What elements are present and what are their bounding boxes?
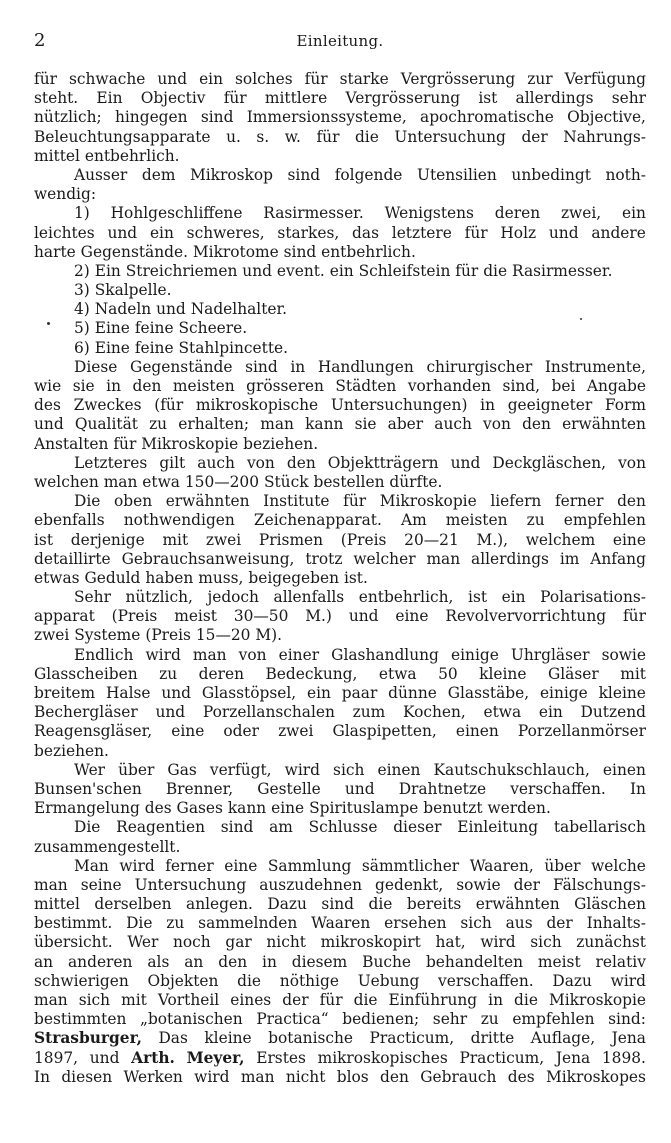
text-line: etwas Geduld haben muss, beigegeben ist. bbox=[34, 568, 368, 587]
text-line: In diesen Werken wird man nicht blos den Gebrauch des Mikroskopes bbox=[34, 1067, 646, 1086]
text-line: des Zweckes (für mikroskopische Untersuchungen) in geeigneter Form bbox=[34, 396, 646, 415]
text-line: 1) Hohlgeschliffene Rasirmesser. Wenigstens deren zwei, ein bbox=[74, 204, 646, 223]
print-speck bbox=[47, 322, 50, 325]
text-line: Wer über Gas verfügt, wird sich einen Kautschukschlauch, einen bbox=[74, 760, 646, 779]
text-line: mittel entbehrlich. bbox=[34, 146, 180, 165]
text-line: Ermangelung des Gases kann eine Spirituslampe benutzt werden. bbox=[34, 799, 551, 818]
text-line: Diese Gegenstände sind in Handlungen chirurgischer Instrumente, bbox=[74, 357, 646, 376]
text-line: bestimmt. Die zu sammelnden Waaren ersehen sich aus der Inhalts- bbox=[34, 914, 646, 933]
text-line: an anderen als an den in diesem Buche behandelten meist relativ bbox=[34, 952, 646, 971]
text-line: Bechergläser und Porzellanschalen zum Kochen, etwa ein Dutzend bbox=[34, 703, 646, 722]
text-line: zwei Systeme (Preis 15—20 M). bbox=[34, 626, 283, 645]
text-line: und Qualität zu erhalten; man kann sie aber auch von den erwähnten bbox=[34, 415, 646, 434]
body-text bbox=[34, 70, 646, 1087]
text-line: mittel derselben anlegen. Dazu sind die bereits erwähnten Gläschen bbox=[34, 895, 646, 914]
text-line: Glasscheiben zu deren Bedeckung, etwa 50 kleine Gläser mit bbox=[34, 664, 646, 683]
text-line: steht. Ein Objectiv für mittlere Vergrösserung ist allerdings sehr bbox=[34, 89, 646, 108]
text-line: für schwache und ein solches für starke Vergrösserung zur Verfügung bbox=[34, 70, 646, 88]
text-line: apparat (Preis meist 30—50 M.) und eine Revolvervorrichtung für bbox=[34, 607, 646, 626]
text-line: Sehr nützlich, jedoch allenfalls entbehrlich, ist ein Polarisations- bbox=[74, 588, 646, 607]
text-line: wie sie in den meisten grösseren Städten vorhanden sind, bei Angabe bbox=[34, 377, 646, 395]
text-line: Beleuchtungsapparate u. s. w. für die Untersuchung der Nahrungs- bbox=[34, 127, 646, 146]
text-line: schwierigen Objekten die nöthige Uebung verschaffen. Dazu wird bbox=[34, 971, 646, 990]
print-speck bbox=[580, 318, 582, 320]
text-line: 1897, und Arth. Meyer, Erstes mikroskopisches Practicum, Jena 1898. bbox=[34, 1048, 646, 1067]
text-line: 5) Eine feine Scheere. bbox=[74, 319, 248, 338]
text-line: leichtes und ein schweres, starkes, das letztere für Holz und andere bbox=[34, 223, 646, 242]
text-line: breitem Halse und Glasstöpsel, ein paar dünne Glasstäbe, einige kleine bbox=[34, 684, 646, 702]
text-line: nützlich; hingegen sind Immersionssysteme, apochromatische Objective, bbox=[34, 108, 646, 127]
text-line: 4) Nadeln und Nadelhalter. bbox=[74, 300, 288, 319]
text-line: zusammengestellt. bbox=[34, 837, 181, 856]
text-line: Strasburger, Das kleine botanische Practicum, dritte Auflage, Jena bbox=[34, 1029, 646, 1048]
text-line: übersicht. Wer noch gar nicht mikroskopirt hat, wird sich zunächst bbox=[34, 933, 646, 952]
text-line: Die oben erwähnten Institute für Mikroskopie liefern ferner den bbox=[74, 492, 646, 511]
text-line: ist derjenige mit zwei Prismen (Preis 20—21 M.), welchem eine bbox=[34, 530, 646, 549]
text-line: beziehen. bbox=[34, 741, 109, 760]
text-line: Anstalten für Mikroskopie beziehen. bbox=[34, 434, 319, 453]
text-line: welchen man etwa 150—200 Stück bestellen dürfte. bbox=[34, 472, 443, 491]
text-line: 2) Ein Streichriemen und event. ein Schleifstein für die Rasirmesser. bbox=[74, 261, 613, 280]
text-line: man sich mit Vortheil eines der für die Einführung in die Mikroskopie bbox=[34, 991, 646, 1009]
text-line: Bunsen'schen Brenner, Gestelle und Drahtnetze verschaffen. In bbox=[34, 779, 646, 798]
page-header bbox=[34, 30, 646, 52]
text-line: Man wird ferner eine Sammlung sämmtlicher Waaren, über welche bbox=[74, 856, 646, 875]
text-line: man seine Untersuchung auszudehnen gedenkt, sowie der Fälschungs- bbox=[34, 875, 646, 894]
page-number: 2 bbox=[34, 30, 46, 51]
text-line: 6) Eine feine Stahlpincette. bbox=[74, 338, 289, 357]
running-head: Einleitung. bbox=[296, 32, 384, 50]
text-line: bestimmten „botanischen Practica“ bedienen; sehr zu empfehlen sind: bbox=[34, 1010, 646, 1029]
text-line: Endlich wird man von einer Glashandlung einige Uhrgläser sowie bbox=[74, 645, 646, 664]
text-line: ebenfalls nothwendigen Zeichenapparat. Am meisten zu empfehlen bbox=[34, 511, 646, 530]
text-line: Letzteres gilt auch von den Objektträgern und Deckgläschen, von bbox=[74, 453, 646, 472]
text-line: Ausser dem Mikroskop sind folgende Utensilien unbedingt noth- bbox=[74, 165, 646, 184]
text-line: harte Gegenstände. Mikrotome sind entbehrlich. bbox=[34, 242, 416, 261]
text-line: wendig: bbox=[34, 185, 97, 204]
text-line: Reagensgläser, eine oder zwei Glaspipetten, einen Porzellanmörser bbox=[34, 722, 646, 741]
text-line: detaillirte Gebrauchsanweisung, trotz welcher man allerdings im Anfang bbox=[34, 549, 646, 568]
text-line: Die Reagentien sind am Schlusse dieser Einleitung tabellarisch bbox=[74, 818, 646, 837]
text-line: 3) Skalpelle. bbox=[74, 281, 172, 300]
